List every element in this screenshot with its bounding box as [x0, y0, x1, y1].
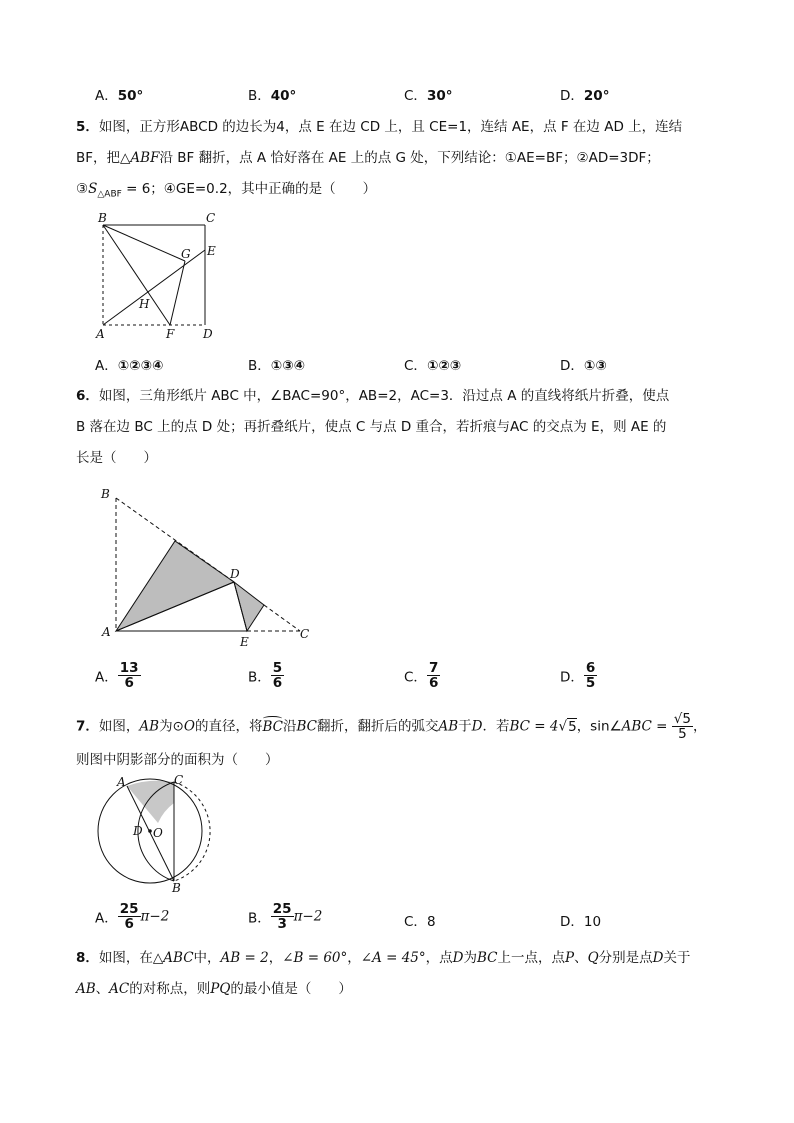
q4-option-d[interactable]: D．20°: [560, 88, 610, 104]
q6-line-3: 长是（ ）: [76, 450, 157, 466]
q6-label-b: B: [101, 487, 110, 501]
q7-label-c: C: [174, 773, 184, 787]
q7-label-b: B: [172, 881, 181, 895]
q6-line-2: B 落在边 BC 上的点 D 处；再折叠纸片，使点 C 与点 D 重合，若折痕与AC 的交点为 E，则 AE 的: [76, 419, 667, 435]
q6-label-d: D: [230, 567, 240, 581]
q7-option-a[interactable]: A． $\frac{25}{6}$ π−2: [95, 901, 170, 933]
q5-option-c[interactable]: C．①②③: [404, 358, 462, 374]
q5-label-c: C: [206, 211, 216, 225]
q5-line-2: BF，把△ABF沿 BF 翻折，点 A 恰好落在 AE 上的点 G 处，下列结论：①AE=BF；②AD=3DF；: [76, 150, 660, 166]
q7-figure-circle: [90, 773, 220, 898]
q7-label-o: O: [153, 826, 163, 840]
q6-line-1: 6．如图，三角形纸片 ABC 中，∠BAC=90°，AB=2，AC=3．沿过点 A 的直线将纸片折叠，使点: [76, 388, 670, 404]
q5-label-h: H: [139, 297, 150, 311]
q7-line-2: 则图中阴影部分的面积为（ ）: [76, 752, 279, 768]
q5-option-d[interactable]: D．①③: [560, 358, 607, 374]
q6-label-c: C: [300, 627, 310, 641]
q5-label-d: D: [203, 327, 213, 341]
q5-label-f: F: [166, 327, 175, 341]
q6-label-a: A: [102, 625, 111, 639]
q8-line-2: AB、AC的对称点，则PQ的最小值是（ ）: [76, 981, 352, 997]
q7-option-b[interactable]: B． $\frac{25}{3}$ π−2: [248, 901, 323, 933]
q7-option-d[interactable]: D．10: [560, 914, 602, 930]
q7-option-c[interactable]: C．8: [404, 914, 436, 930]
q7-label-a: A: [117, 775, 126, 789]
q6-label-e: E: [240, 635, 249, 649]
q5-figure-square: [88, 205, 228, 343]
q4-option-a[interactable]: A．50°: [95, 88, 144, 104]
q6-option-c[interactable]: C． $\frac{7}{6}$: [404, 660, 439, 692]
q5-label-b: B: [98, 211, 107, 225]
q4-option-c[interactable]: C．30°: [404, 88, 453, 104]
q6-option-b[interactable]: B． $\frac{5}{6}$: [248, 660, 283, 692]
q4-option-b[interactable]: B．40°: [248, 88, 297, 104]
q7-arc-mark: [263, 716, 282, 721]
q5-option-b[interactable]: B．①③④: [248, 358, 306, 374]
q6-option-d[interactable]: D． $\frac{6}{5}$: [560, 660, 596, 692]
q5-line-1: 5．如图，正方形ABCD 的边长为4，点 E 在边 CD 上，且 CE=1，连结 AE，点 F 在边 AD 上，连结: [76, 119, 683, 135]
q7-line-1: 7．如图，AB为⊙O的直径，将BC 沿BC翻折，翻折后的弧交AB于D．若BC = 4√5，sin∠ABC = $\frac{√5}{5}$ ，: [76, 711, 707, 743]
q7-label-d: D: [133, 824, 143, 838]
q5-label-e: E: [207, 244, 216, 258]
q6-option-a[interactable]: A． $\frac{13}{6}$: [95, 660, 139, 692]
q5-option-a[interactable]: A．①②③④: [95, 358, 164, 374]
q6-figure-triangle: [95, 478, 325, 653]
q5-label-g: G: [181, 247, 191, 261]
q5-label-a: A: [96, 327, 105, 341]
q5-line-3: $③S_{\triangle ABF} = 6$；④GE=0.2，其中正确的是（ ）: [76, 181, 377, 200]
q8-line-1: 8．如图，在△ABC中，AB = 2，∠B = 60°，∠A = 45°，点D为BC上一点，点P、Q分别是点D关于: [76, 950, 691, 966]
